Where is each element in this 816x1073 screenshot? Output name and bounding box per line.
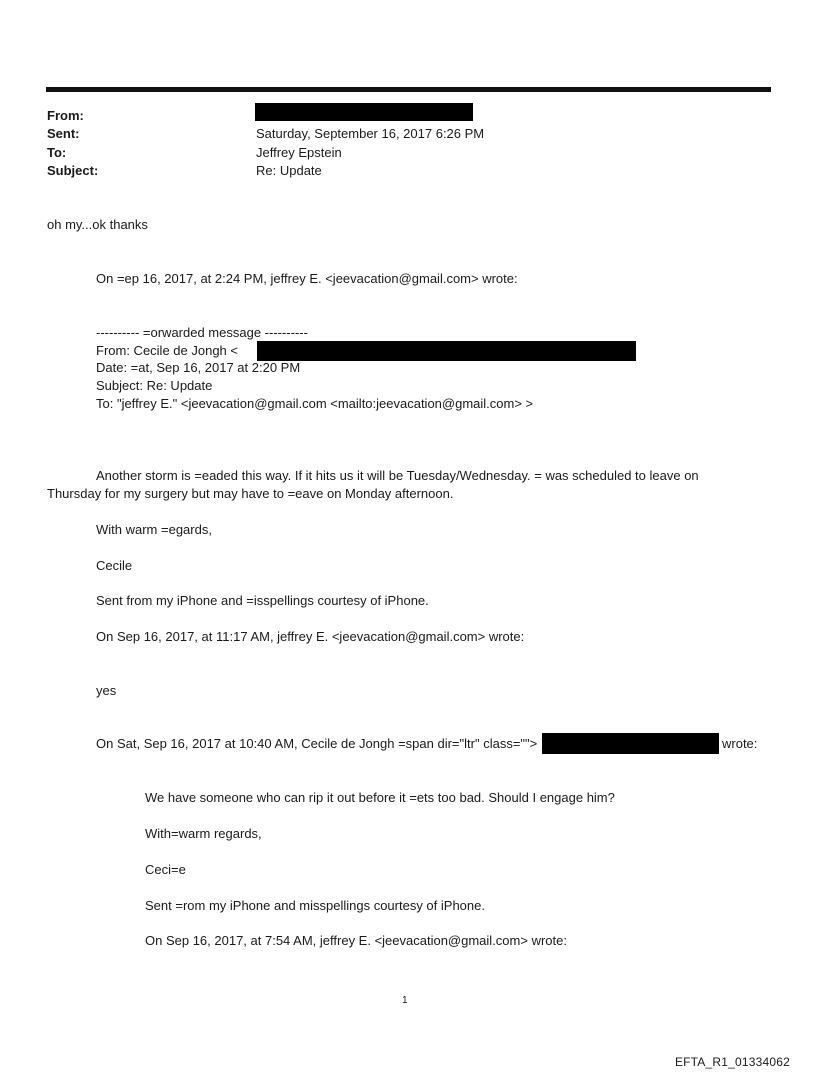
storm-line-2: Thursday for my surgery but may have to =eave on Monday afternoon.	[47, 486, 454, 501]
from-label: From:	[47, 108, 84, 123]
subject-label: Subject:	[47, 163, 99, 178]
storm-line-1: Another storm is =eaded this way. If it hits us it will be Tuesday/Wednesday. = was scheduled to leave on	[96, 468, 699, 483]
quote3-wrote: wrote:	[722, 736, 758, 751]
reply-text: oh my...ok thanks	[47, 217, 148, 232]
fwd-header: ---------- =orwarded message ----------	[96, 325, 308, 340]
page-number: 1	[402, 995, 408, 1006]
signature-line-2: Sent =rom my iPhone and misspellings courtesy of iPhone.	[145, 898, 485, 913]
quote1-intro: On =ep 16, 2017, at 2:24 PM, jeffrey E. <jeevacation@gmail.com> wrote:	[96, 271, 518, 286]
to-value: Jeffrey Epstein	[256, 145, 342, 160]
header-rule	[46, 87, 771, 92]
regards-2: With=warm regards,	[145, 826, 262, 841]
fwd-from: From: Cecile de Jongh <	[96, 343, 238, 358]
sent-label: Sent:	[47, 126, 80, 141]
sent-value: Saturday, September 16, 2017 6:26 PM	[256, 126, 485, 141]
signature-line-1: Sent from my iPhone and =isspellings courtesy of iPhone.	[96, 593, 429, 608]
redaction-fwd-from	[257, 341, 636, 361]
quote3-intro: On Sat, Sep 16, 2017 at 10:40 AM, Cecile de Jongh =span dir="ltr" class="">	[96, 736, 538, 751]
bates-number: EFTA_R1_01334062	[674, 1055, 790, 1069]
quote2-intro: On Sep 16, 2017, at 11:17 AM, jeffrey E. <jeevacation@gmail.com> wrote:	[96, 629, 525, 644]
rip-text: We have someone who can rip it out before it =ets too bad. Should I engage him?	[145, 790, 615, 805]
quote4-intro: On Sep 16, 2017, at 7:54 AM, jeffrey E. <jeevacation@gmail.com> wrote:	[145, 933, 567, 948]
yes-text: yes	[96, 683, 117, 698]
redaction-from	[255, 103, 473, 121]
regards-1: With warm =egards,	[96, 522, 212, 537]
subject-value: Re: Update	[256, 163, 322, 178]
signature-name-1: Cecile	[96, 558, 133, 573]
redaction-email	[542, 733, 719, 754]
signature-name-2: Ceci=e	[145, 862, 186, 877]
fwd-to: To: "jeffrey E." <jeevacation@gmail.com <mailto:jeevacation@gmail.com> >	[96, 396, 534, 411]
fwd-date: Date: =at, Sep 16, 2017 at 2:20 PM	[96, 360, 301, 375]
fwd-subject: Subject: Re: Update	[96, 378, 213, 393]
to-label: To:	[47, 145, 67, 160]
